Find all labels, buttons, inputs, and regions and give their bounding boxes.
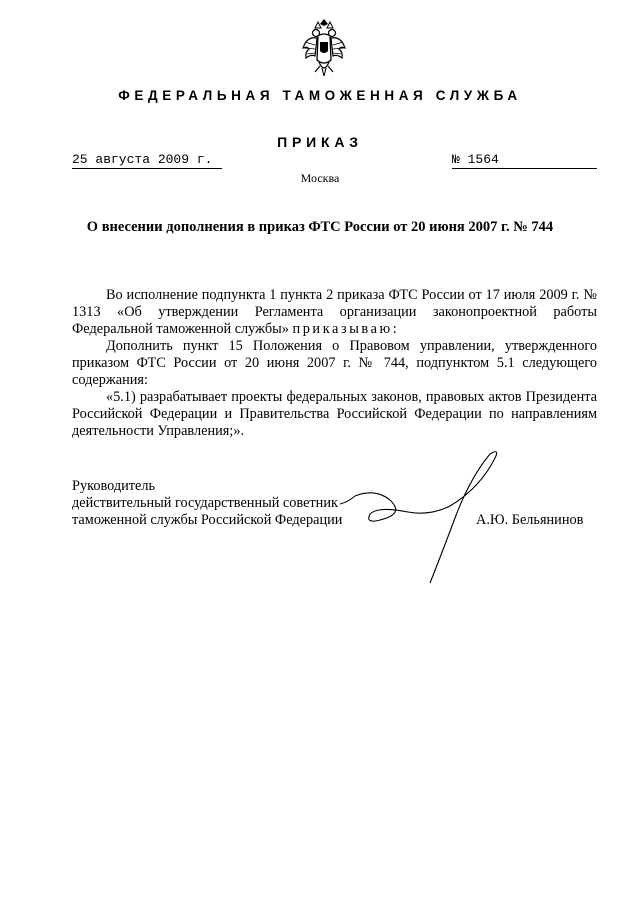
- signer-title-line-3: таможенной службы Российской Федерации: [72, 512, 343, 528]
- signer-title-line-1: Руководитель: [72, 478, 156, 494]
- signer-title: [72, 478, 372, 529]
- document-number: № 1564: [452, 152, 597, 169]
- document-subject: О внесении дополнения в приказ ФТС России от 20 июня 2007 г. № 744: [86, 219, 554, 235]
- paragraph-2: Дополнить пункт 15 Положения о Правовом управлении, утвержденного приказом ФТС России от 20 июня 2007 г. № 744, подпунктом 5.1 следующего содержания:: [72, 338, 597, 388]
- paragraph-1: [72, 287, 597, 338]
- signer-title-line-2: действительный государственный советник: [72, 495, 338, 511]
- document-date: 25 августа 2009 г.: [72, 152, 222, 169]
- document-body: [72, 287, 597, 440]
- document-type: ПРИКАЗ: [277, 134, 363, 150]
- paragraph-1-emphasis: приказываю:: [292, 321, 400, 337]
- paragraph-3: «5.1) разрабатывает проекты федеральных законов, правовых актов Президента Российской Федерации и Правительства Российской Федерации по направлениям деятельности Управления;».: [72, 389, 597, 439]
- document-city: Москва: [300, 171, 340, 185]
- paragraph-1-text: Во исполнение подпункта 1 пункта 2 приказа ФТС России от 17 июля 2009 г. № 1313 «Об утверждении Регламента организации законопроектной работы Федеральной таможенной службы»: [72, 287, 597, 337]
- agency-name: ФЕДЕРАЛЬНАЯ ТАМОЖЕННАЯ СЛУЖБА: [118, 88, 522, 103]
- signer-name: А.Ю. Бельянинов: [476, 512, 584, 528]
- coat-of-arms-russia-icon: [301, 18, 347, 80]
